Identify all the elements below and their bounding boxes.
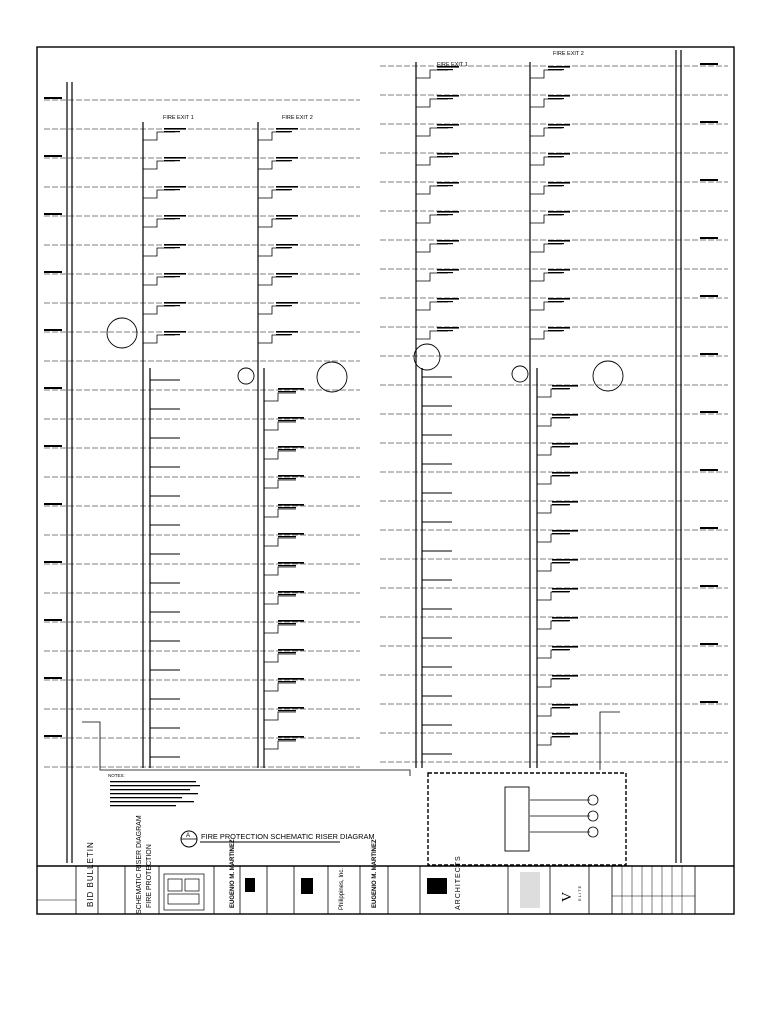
consultant-name-2: EUGENIO M. MARTINEZ [372, 839, 378, 908]
riser-lines [67, 50, 681, 863]
project-name: ELITE [577, 884, 582, 901]
annotation-blocks-right [437, 66, 578, 737]
consultant-firm: Philippines, Inc. [339, 867, 345, 910]
architect-label: ARCHITECTS [455, 855, 462, 910]
annotation-blocks-left [164, 128, 304, 740]
sheet-border [37, 47, 734, 914]
sheet-title-line1: FIRE PROTECTION [146, 844, 153, 908]
architect-logo [427, 878, 447, 894]
detail-callouts [107, 318, 623, 392]
branch-connections-left [143, 132, 296, 749]
consultant-name: EUGENIO M. MARTINEZ [230, 839, 236, 908]
branch-connections-right [416, 70, 569, 745]
notes-block [108, 773, 200, 806]
project-logo: V [560, 891, 575, 902]
floor-lines-left [44, 100, 360, 767]
diagram-title: FIRE PROTECTION SCHEMATIC RISER DIAGRAM [201, 832, 375, 841]
notes-heading: NOTES: [108, 773, 125, 778]
consultant-logo [301, 878, 313, 894]
fire-exit-2-label-left: FIRE EXIT 2 [282, 115, 313, 121]
sheet-title-line2: SCHEMATIC RISER DIAGRAM [136, 815, 143, 914]
bulletin-label: BID BULLETIN [86, 841, 95, 907]
riser-detail-bands [150, 377, 452, 757]
engineer-logo [245, 878, 255, 892]
key-plan-thumbnail [164, 874, 204, 910]
detail-tag: A [186, 833, 191, 839]
fire-exit-2-label-right: FIRE EXIT 2 [553, 51, 584, 57]
developer-logo [520, 872, 540, 908]
pump-room-detail [428, 712, 626, 865]
left-bottom-connection [82, 722, 410, 776]
fire-exit-1-label-left: FIRE EXIT 1 [163, 115, 194, 121]
fire-exit-1-label-right: FIRE EXIT 1 [437, 62, 468, 68]
level-markers [44, 63, 718, 737]
